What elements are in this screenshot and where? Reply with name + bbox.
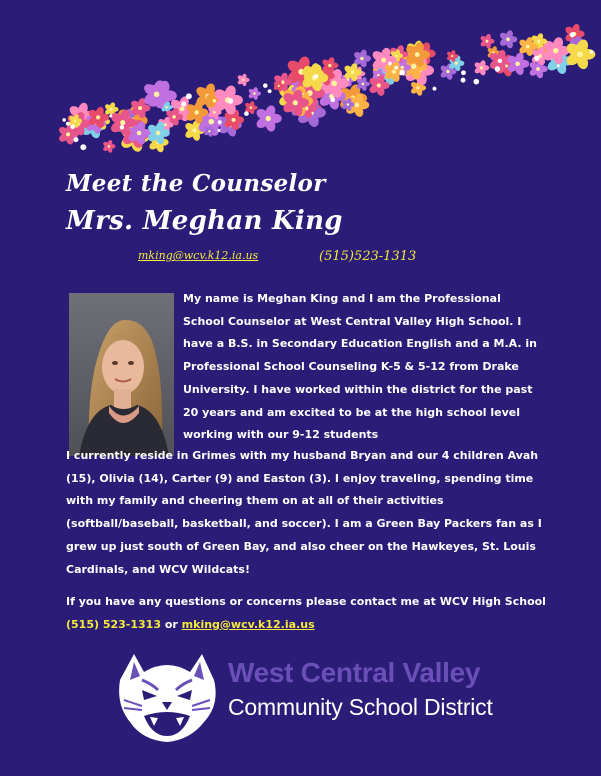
district-name-line1: West Central Valley: [228, 657, 481, 688]
header-phone: (515)523-1313: [319, 249, 417, 264]
contact-prefix: If you have any questions or concerns please contact me at WCV High School: [66, 595, 546, 608]
wildcat-mascot-icon: [112, 650, 222, 745]
bio-paragraph-2: I currently reside in Grimes with my husband Bryan and our 4 children Avah (15), Olivia (14), Carter (9) and Easton (3). I enjoy traveling, spending time with my family and cheering them on at all of their activities (softball/baseball, basketball, and soccer). I am a Green Bay Packers fan as I grew up just south of Green Bay, and also cheer on the Hawkeyes, St. Louis Cardinals, and WCV Wildcats!: [66, 449, 542, 576]
counselor-photo: [69, 293, 174, 456]
counselor-name: Mrs. Meghan King: [66, 206, 343, 236]
contact-email-link[interactable]: mking@wcv.k12.ia.us: [181, 617, 315, 631]
contact-phone: (515) 523-1313: [66, 617, 161, 631]
header-email-link[interactable]: mking@wcv.k12.ia.us: [138, 249, 259, 262]
contact-or: or: [164, 617, 178, 631]
bio-paragraph-1: My name is Meghan King and I am the Professional School Counselor at West Central Valley High School. I have a B.S. in Secondary Education English and a M.A. in Professional School Counseling K-5 & 5-12 from Drake University. I have worked within the district for the past 20 years and am excited to be at the high school level working with our 9-12 students: [183, 292, 537, 442]
floral-banner: [0, 0, 601, 165]
contact-paragraph: [66, 591, 546, 636]
page-title: Meet the Counselor: [66, 170, 326, 197]
district-name-line2: Community School District: [228, 694, 493, 720]
